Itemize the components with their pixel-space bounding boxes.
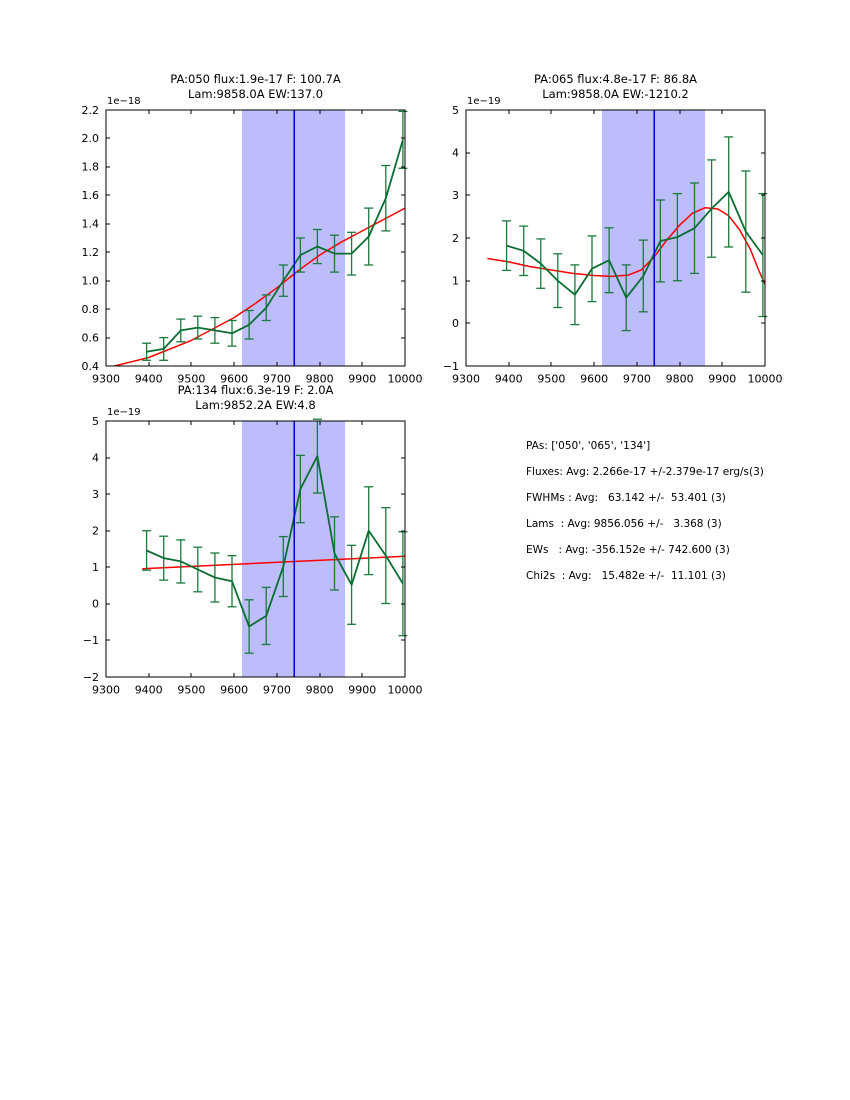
chart-title-line2: Lam:9852.2A EW:4.8 — [195, 398, 316, 412]
spectrum-plot-pa065 — [399, 100, 790, 396]
svg-text:1.6: 1.6 — [81, 189, 99, 203]
svg-text:10000: 10000 — [387, 372, 423, 386]
svg-text:5: 5 — [92, 414, 99, 428]
plot-region — [487, 110, 765, 366]
stats-line-lams: Lams : Avg: 9856.056 +/- 3.368 (3) — [526, 518, 722, 530]
svg-text:9600: 9600 — [220, 683, 249, 697]
svg-text:9900: 9900 — [348, 683, 377, 697]
svg-text:0.6: 0.6 — [81, 331, 99, 345]
svg-text:9400: 9400 — [134, 372, 163, 386]
plot-region — [115, 110, 406, 366]
svg-text:10000: 10000 — [747, 372, 783, 386]
stats-line-ews: EWs : Avg: -356.152e +/- 742.600 (3) — [526, 544, 730, 556]
svg-text:2: 2 — [92, 524, 99, 538]
svg-text:9400: 9400 — [134, 683, 163, 697]
svg-text:2.0: 2.0 — [81, 132, 99, 146]
svg-text:0: 0 — [452, 317, 459, 331]
x-tick-labels — [452, 373, 783, 386]
chart-title-pa065 — [466, 72, 765, 102]
y-axis-offset-label: 1e−19 — [467, 96, 501, 107]
svg-text:9600: 9600 — [580, 372, 609, 386]
svg-text:4: 4 — [452, 146, 459, 160]
shaded-span-region — [242, 421, 345, 677]
y-axis-offset-label: 1e−18 — [107, 96, 141, 107]
svg-text:9500: 9500 — [537, 372, 566, 386]
svg-text:1.8: 1.8 — [81, 160, 99, 174]
svg-text:1: 1 — [452, 274, 459, 288]
svg-text:9300: 9300 — [92, 683, 120, 697]
y-axis-offset-label: 1e−19 — [107, 407, 141, 418]
svg-text:3: 3 — [452, 189, 459, 203]
y-tick-labels — [443, 104, 459, 373]
svg-text:0.8: 0.8 — [81, 302, 99, 316]
chart-title-line1: PA:050 flux:1.9e-17 F: 100.7A — [170, 72, 341, 86]
svg-text:1: 1 — [92, 561, 99, 575]
stats-line-chi2s: Chi2s : Avg: 15.482e +/- 11.101 (3) — [526, 570, 726, 582]
svg-text:9300: 9300 — [452, 372, 480, 386]
svg-text:1.2: 1.2 — [81, 246, 99, 259]
chart-title-pa050 — [106, 72, 405, 102]
svg-text:−2: −2 — [82, 670, 99, 684]
svg-text:−1: −1 — [82, 634, 99, 648]
svg-text:9500: 9500 — [177, 683, 206, 697]
svg-text:3: 3 — [92, 487, 99, 501]
svg-text:10000: 10000 — [387, 683, 423, 697]
chart-title-pa134 — [106, 383, 405, 413]
plot-region — [142, 419, 405, 677]
svg-text:9400: 9400 — [494, 372, 523, 386]
svg-text:9700: 9700 — [262, 372, 291, 386]
svg-text:9700: 9700 — [262, 683, 291, 697]
chart-title-line1: PA:134 flux:6.3e-19 F: 2.0A — [177, 383, 334, 397]
stats-line-fluxes: Fluxes: Avg: 2.266e-17 +/-2.379e-17 erg/s(3) — [526, 466, 764, 478]
svg-text:9800: 9800 — [305, 372, 334, 386]
y-tick-labels — [83, 415, 99, 684]
svg-text:2.2: 2.2 — [81, 103, 99, 117]
svg-text:2: 2 — [452, 231, 459, 245]
svg-text:9800: 9800 — [665, 372, 694, 386]
svg-text:9700: 9700 — [622, 372, 651, 386]
svg-text:0: 0 — [92, 597, 99, 611]
chart-title-line2: Lam:9858.0A EW:-1210.2 — [542, 87, 689, 101]
x-tick-labels — [92, 684, 423, 697]
svg-text:9900: 9900 — [708, 372, 737, 386]
y-tick-labels — [82, 104, 100, 373]
svg-text:0.4: 0.4 — [81, 359, 99, 373]
svg-text:1.4: 1.4 — [81, 217, 99, 231]
svg-text:9800: 9800 — [305, 683, 334, 697]
svg-text:1.0: 1.0 — [81, 274, 99, 288]
svg-text:4: 4 — [92, 451, 99, 465]
svg-text:9600: 9600 — [220, 372, 249, 386]
stats-line-pas: PAs: ['050', '065', '134'] — [526, 440, 651, 452]
chart-title-line1: PA:065 flux:4.8e-17 F: 86.8A — [533, 72, 698, 86]
svg-text:−1: −1 — [442, 359, 459, 373]
chart-title-line2: Lam:9858.0A EW:137.0 — [187, 87, 324, 101]
svg-text:9900: 9900 — [348, 372, 377, 386]
shaded-span-region — [242, 110, 345, 366]
svg-text:5: 5 — [452, 103, 459, 117]
svg-text:9300: 9300 — [92, 372, 120, 386]
spectrum-plot-pa134 — [39, 411, 430, 707]
spectrum-plot-pa050 — [39, 100, 430, 396]
stats-line-fwhms: FWHMs : Avg: 63.142 +/- 53.401 (3) — [526, 492, 726, 504]
stats-panel — [526, 433, 764, 589]
shaded-span-region — [602, 110, 705, 366]
svg-text:9500: 9500 — [177, 372, 206, 386]
